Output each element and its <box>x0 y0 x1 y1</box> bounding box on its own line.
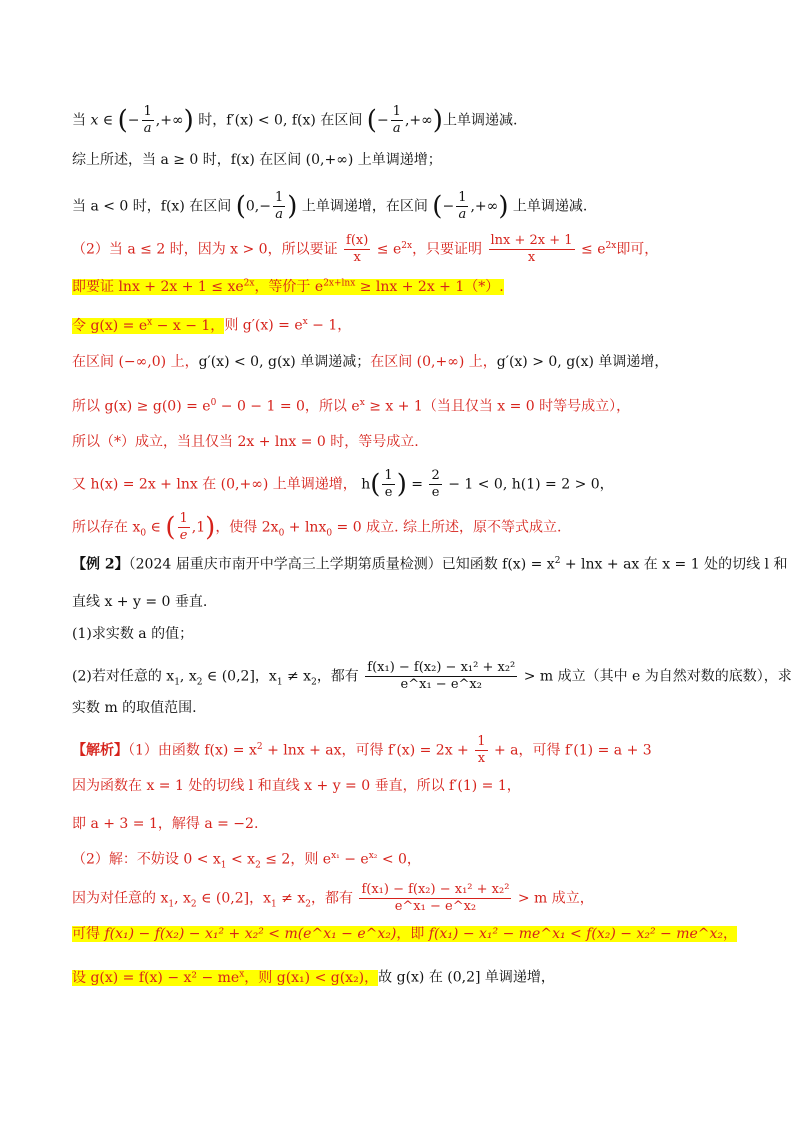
line-18: 因为函数在 x = 1 处的切线 l 和直线 x + y = 0 垂直，所以 f′(1) = 1， <box>72 778 521 794</box>
line-16: 实数 m 的取值范围. <box>72 700 197 716</box>
line-4: （2）当 a ≤ 2 时，因为 x > 0，所以要证 $\frac{f(x)}{x}$ ≤ $e^{2x}$，只要证明 $\frac{\ln x + 2x + 1}{x}$ ≤ $e^{2x}$即可， <box>72 233 659 265</box>
line-9: 所以（*）成立，当且仅当 2x + lnx = 0 时，等号成立. <box>72 434 419 450</box>
line-14: (1)求实数 a 的值； <box>72 626 194 642</box>
fraction: $\frac{1}{a}$ <box>143 104 152 136</box>
line-15: (2)若对任意的 $x_1$, $x_2$ ∈ (0,2]，$x_1 \ne x_2$，都有 $\frac{\text{f(x₁) − f(x₂) − x₁² + x₂²}}{\text{e\textasciicircum{}x₁ − e\textasciicircum{}x₂}}$ > m 成立（其中 e 为自然对数的底数），求 <box>72 660 792 692</box>
line-13: 直线 x + y = 0 垂直. <box>72 594 208 610</box>
line-20: （2）解：不妨设 $0 < x_1 < x_2 \le 2$，则 $e^{x_1} - e^{x_2} < 0$， <box>72 851 421 871</box>
line-1: 当 x ∈ (− $\frac{1}{a}$ ,+∞) 时，f′(x) < 0, f(x) 在区间 (− $\frac{1}{a}$ ,+∞)上单调递减. <box>72 104 518 136</box>
line-6: 令 $g(x) = e^x - x - 1$，则 $g'(x) = e^x - 1$， <box>72 317 352 334</box>
line-7: 在区间 (−∞,0) 上，g′(x) < 0, g(x) 单调递减；在区间 (0,+∞) 上，g′(x) > 0, g(x) 单调递增， <box>72 354 669 370</box>
line-21: 因为对任意的 $x_1$, $x_2$ ∈ (0,2]，$x_1 \ne x_2$，都有 $\frac{\text{f(x₁) − f(x₂) − x₁² + x₂²}}{\text{e\textasciicircum{}x₁ − e\textasciicircum{}x₂}}$ > m 成立， <box>72 882 594 914</box>
line-23: 设 $g(x) = f(x) - x^2 - me^x$，则 g(x₁) < g(x₂)，故 g(x) 在 (0,2] 单调递增， <box>72 969 555 986</box>
line-11: 所以存在 $x_0$ ∈ ( $\frac{1}{e}$ ,1)，使得 $2x_0 + \ln x_0 = 0$ 成立. 综上所述，原不等式成立. <box>72 511 562 543</box>
line-12: 【例 2】（2024 届重庆市南开中学高三上学期第质量检测）已知函数 $f(x) = x^2 + \ln x$ + ax 在 x = 1 处的切线 l 和 <box>72 556 788 573</box>
line-10: 又 h(x) = 2x + lnx 在 (0,+∞) 上单调递增， h( $\frac{1}{e}$ ) = $\frac{2}{e}$ − 1 < 0, h(1) = 2 > 0， <box>72 468 614 500</box>
line-17: 【解析】（1）由函数 $f(x) = x^2 + \ln x$ + ax，可得 f′(x) = 2x + $\frac{1}{x}$ + a，可得 f′(1) = a + 3 <box>72 734 652 766</box>
line-8: 所以 $g(x) \ge g(0) = e^0 - 0 - 1 = 0$，所以 $e^x \ge x + 1$（当且仅当 x = 0 时等号成立）， <box>72 398 631 415</box>
line-5: 即要证 $\ln x + 2x + 1 \le xe^{2x}$，等价于 $e^{2x+lnx} \ge \ln x + 2x + 1(*)$. <box>72 278 504 295</box>
line-3: 当 a < 0 时，f(x) 在区间 (0,− $\frac{1}{a}$ ) 上单调递增，在区间 (− $\frac{1}{a}$ ,+∞) 上单调递减. <box>72 190 588 222</box>
line-2: 综上所述，当 a ≥ 0 时，f(x) 在区间 (0,+∞) 上单调递增； <box>72 152 442 168</box>
line-19: 即 a + 3 = 1，解得 a = −2. <box>72 816 259 832</box>
line-22: 可得 f(x₁) − f(x₂) − x₁² + x₂² < m(e^x₁ − e^x₂)，即 f(x₁) − x₁² − me^x₁ < f(x₂) − x₂² − me^x₂， <box>72 926 737 942</box>
